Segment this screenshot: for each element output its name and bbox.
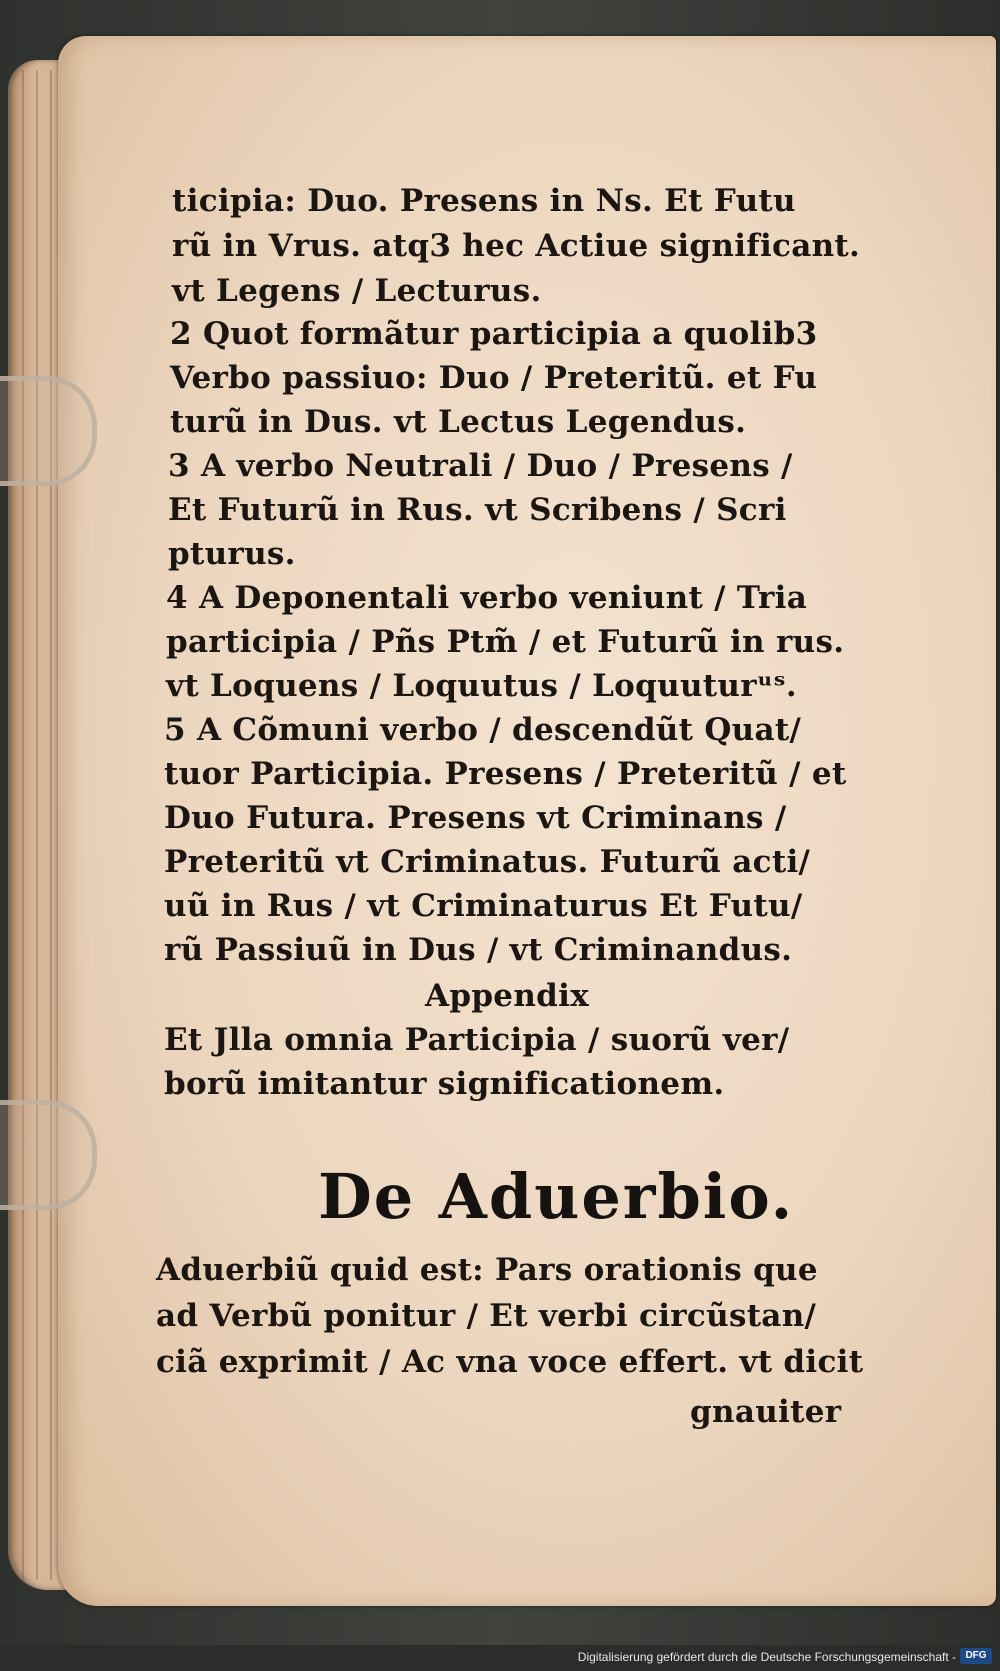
text-line: ticipia: Duo. Presens in Ns. Et Futu <box>172 183 796 219</box>
text-line: Aduerbiũ quid est: Pars orationis que <box>156 1252 818 1288</box>
text-line: Preteritũ vt Criminatus. Futurũ acti/ <box>164 844 811 880</box>
text-line: vt Legens / Lecturus. <box>172 273 542 309</box>
text-line: borũ imitantur significationem. <box>164 1066 725 1102</box>
section-heading: De Aduerbio. <box>318 1160 795 1233</box>
text-line: participia / Pñs Ptm̃ / et Futurũ in rus. <box>166 624 845 660</box>
text-line: ciã exprimit / Ac vna voce effert. vt dicit <box>156 1344 864 1380</box>
text-line: Et Jlla omnia Participia / suorũ ver/ <box>164 1022 790 1058</box>
text-line: tuor Participia. Presens / Preteritũ / et <box>164 756 847 792</box>
text-line: vt Loquens / Loquutus / Loquuturᵘˢ. <box>166 668 797 704</box>
text-line: 3 A verbo Neutrali / Duo / Presens / <box>168 448 793 484</box>
text-line: Et Futurũ in Rus. vt Scribens / Scri <box>168 492 787 528</box>
dfg-logo: DFG <box>960 1648 992 1664</box>
text-line: pturus. <box>168 536 296 572</box>
text-line: uũ in Rus / vt Criminaturus Et Futu/ <box>164 888 803 924</box>
appendix-heading: Appendix <box>425 978 589 1014</box>
text-line: ad Verbũ ponitur / Et verbi circũstan/ <box>156 1298 817 1334</box>
text-line: rũ in Vrus. atq3 hec Actiue significant. <box>172 228 861 264</box>
text-line: Verbo passiuo: Duo / Preteritũ. et Fu <box>170 360 818 396</box>
text-line: 4 A Deponentali verbo veniunt / Tria <box>166 580 808 616</box>
text-line: Duo Futura. Presens vt Criminans / <box>164 800 787 836</box>
text-line: 5 A Cõmuni verbo / descendũt Quat/ <box>164 712 802 748</box>
text-line: rũ Passiuũ in Dus / vt Criminandus. <box>164 932 793 968</box>
footer-credit: Digitalisierung gefördert durch die Deutsche Forschungsgemeinschaft - <box>577 1650 956 1664</box>
text-line: turũ in Dus. vt Lectus Legendus. <box>170 404 747 440</box>
catchword: gnauiter <box>690 1394 842 1430</box>
text-line: 2 Quot formãtur participia a quolib3 <box>170 316 818 352</box>
